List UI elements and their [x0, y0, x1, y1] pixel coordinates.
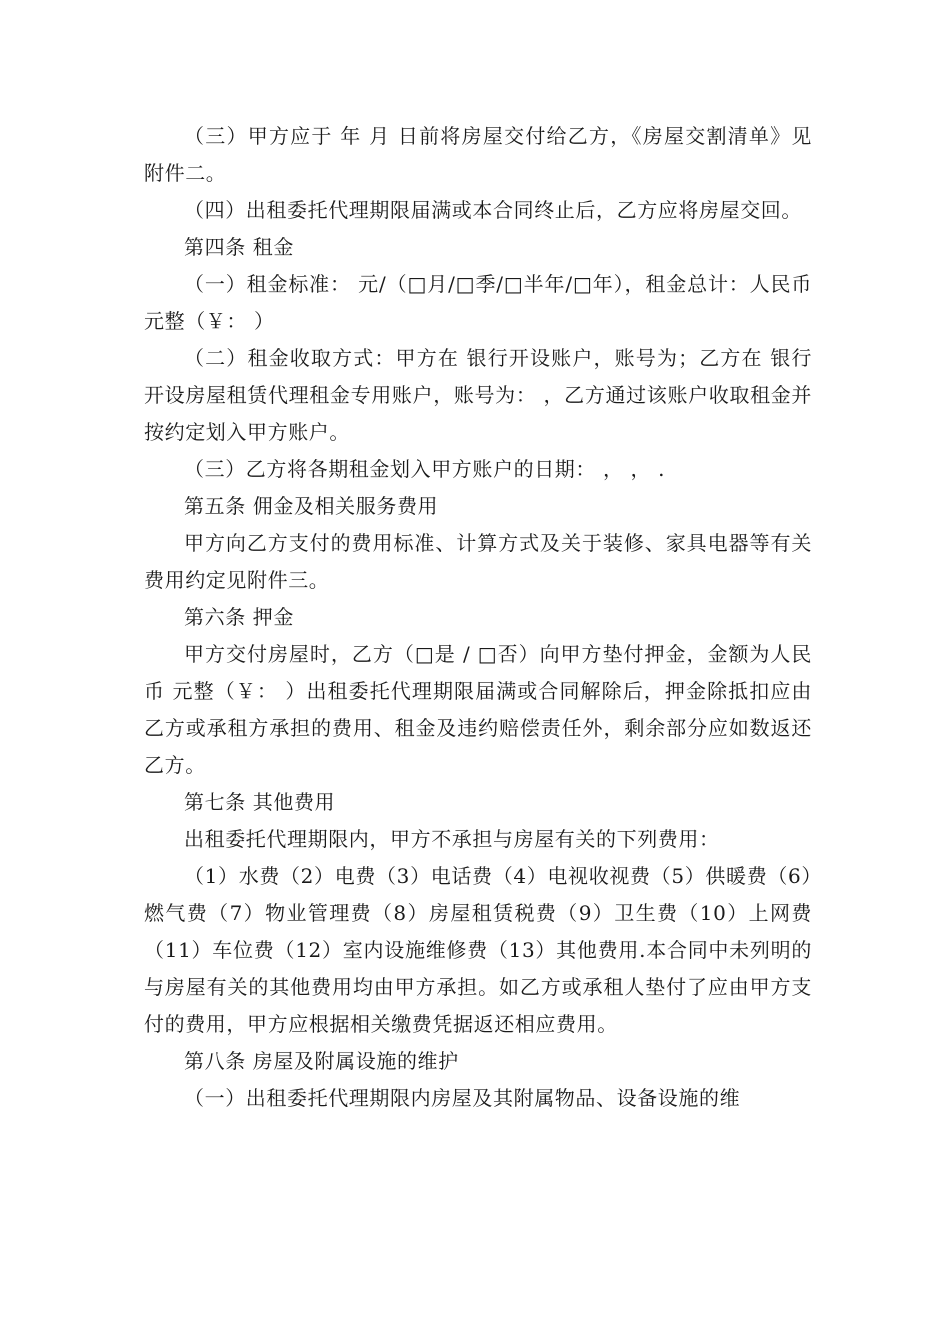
article-7-intro: 出租委托代理期限内，甲方不承担与房屋有关的下列费用：	[184, 827, 720, 851]
document-page	[144, 118, 812, 1117]
article-6-heading: 第六条 押金	[184, 605, 294, 629]
clause-4-1-rent-standard: （一）租金标准： 元/（□月/□季/□半年/□年），租金总计：人民币 元整（￥： ）	[144, 272, 812, 333]
clause-4-2-collection-method: （二）租金收取方式：甲方在 银行开设账户，账号为；乙方在 银行开设房屋租赁代理租金专用账户，账号为： ，乙方通过该账户收取租金并按约定划入甲方账户。	[144, 346, 812, 444]
article-4-heading: 第四条 租金	[184, 235, 294, 259]
article-5-body: 甲方向乙方支付的费用标准、计算方式及关于装修、家具电器等有关费用约定见附件三。	[144, 531, 812, 592]
clause-8-1-maintenance: （一）出租委托代理期限内房屋及其附属物品、设备设施的维	[184, 1086, 741, 1110]
article-7-heading: 第七条 其他费用	[184, 790, 336, 814]
article-5-heading: 第五条 佣金及相关服务费用	[184, 494, 439, 518]
clause-3-3-delivery: （三）甲方应于 年 月 日前将房屋交付给乙方，《房屋交割清单》见附件二。	[144, 124, 812, 185]
article-6-body: 甲方交付房屋时，乙方（□是 / □否）向甲方垫付押金，金额为人民币 元整（￥： ）出租委托代理期限届满或合同解除后，押金除抵扣应由乙方或承租方承担的费用、租金及违约赔偿责任外，剩余部分应如数返还乙方。	[144, 642, 812, 777]
article-7-fee-list: （1）水费（2）电费（3）电话费（4）电视收视费（5）供暖费（6）燃气费（7）物业管理费（8）房屋租赁税费（9）卫生费（10）上网费（11）车位费（12）室内设施维修费（13）其他费用.本合同中未列明的与房屋有关的其他费用均由甲方承担。如乙方或承租人垫付了应由甲方支付的费用，甲方应根据相关缴费凭据返还相应费用。	[144, 864, 812, 1036]
clause-4-3-transfer-dates: （三）乙方将各期租金划入甲方账户的日期： ， ， .	[184, 457, 666, 481]
clause-3-4-return: （四）出租委托代理期限届满或本合同终止后，乙方应将房屋交回。	[184, 198, 802, 222]
article-8-heading: 第八条 房屋及附属设施的维护	[184, 1049, 459, 1073]
